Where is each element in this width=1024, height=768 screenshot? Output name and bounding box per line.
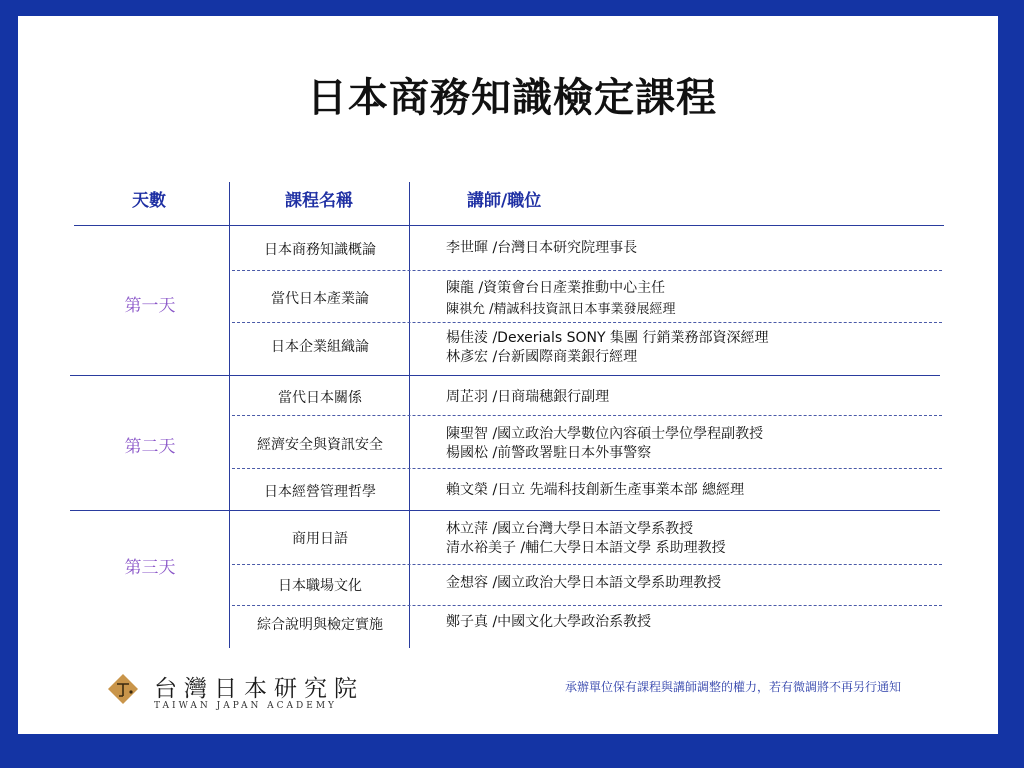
instructor-cell xyxy=(446,388,609,407)
instructor-entry: 清水裕美子 /輔仁大學日本語文學 系助理教授 xyxy=(446,540,726,556)
course-name: 日本職場文化 xyxy=(278,578,362,594)
day-label-1: 第一天 xyxy=(124,296,176,316)
instructor-entry: 陳龍 /資策會台日產業推動中心主任 xyxy=(446,280,666,296)
row-divider xyxy=(232,270,942,271)
course-name: 日本商務知識概論 xyxy=(264,242,376,258)
instructor-cell xyxy=(446,329,768,367)
header-course: 課程名稱 xyxy=(285,191,353,211)
instructor-cell xyxy=(446,279,676,319)
instructor-entry: 鄭子真 /中國文化大學政治系教授 xyxy=(446,614,652,630)
instructor-entry: 林彥宏 /台新國際商業銀行經理 xyxy=(446,349,638,365)
header-day: 天數 xyxy=(132,191,166,211)
instructor-entry: 陳聖智 /國立政治大學數位內容碩士學位學程副教授 xyxy=(446,426,764,442)
header-divider xyxy=(74,225,944,226)
academy-logo-icon xyxy=(108,674,138,704)
row-divider xyxy=(232,322,942,323)
column-divider xyxy=(229,182,230,648)
instructor-entry: 賴文榮 /日立 先端科技創新生產事業本部 總經理 xyxy=(446,482,745,498)
day-label-2: 第二天 xyxy=(124,437,176,457)
course-name: 日本經營管理哲學 xyxy=(264,484,376,500)
instructor-entry: 楊佳淩 /Dexerials SONY 集團 行銷業務部資深經理 xyxy=(446,330,769,346)
instructor-cell xyxy=(446,574,721,593)
course-name: 當代日本關係 xyxy=(278,390,362,406)
day-label-3: 第三天 xyxy=(124,558,176,578)
course-name: 經濟安全與資訊安全 xyxy=(257,437,383,453)
header-instructor: 講師/職位 xyxy=(467,191,542,211)
row-divider xyxy=(232,564,942,565)
academy-name-en: TAIWAN JAPAN ACADEMY xyxy=(154,701,338,711)
instructor-entry: 陳祺允 /精誠科技資訊日本事業發展經理 xyxy=(446,302,676,317)
instructor-cell xyxy=(446,425,763,463)
instructor-entry: 楊國松 /前警政署駐日本外事警察 xyxy=(446,445,652,461)
instructor-cell xyxy=(446,613,651,632)
academy-name-cn: 台灣日本研究院 xyxy=(154,676,364,702)
instructor-cell xyxy=(446,481,744,500)
instructor-entry: 林立萍 /國立台灣大學日本語文學系教授 xyxy=(446,521,694,537)
instructor-entry: 金想容 /國立政治大學日本語文學系助理教授 xyxy=(446,575,722,591)
day-divider xyxy=(70,375,940,376)
course-name: 當代日本產業論 xyxy=(271,291,369,307)
adjustment-notice: 承辦單位保有課程與講師調整的權力，若有微調將不再另行通知 xyxy=(565,680,902,694)
instructor-entry: 李世暉 /台灣日本研究院理事長 xyxy=(446,240,638,256)
course-name: 綜合說明與檢定實施 xyxy=(257,617,383,633)
day-divider xyxy=(70,510,940,511)
page-title: 日本商務知識檢定課程 xyxy=(307,75,717,121)
row-divider xyxy=(232,415,942,416)
instructor-cell xyxy=(446,520,726,558)
course-name: 商用日語 xyxy=(292,531,348,547)
row-divider xyxy=(232,605,942,606)
instructor-entry: 周芷羽 /日商瑞穗銀行副理 xyxy=(446,389,610,405)
instructor-cell xyxy=(446,239,637,258)
course-name: 日本企業組織論 xyxy=(271,339,369,355)
row-divider xyxy=(232,468,942,469)
